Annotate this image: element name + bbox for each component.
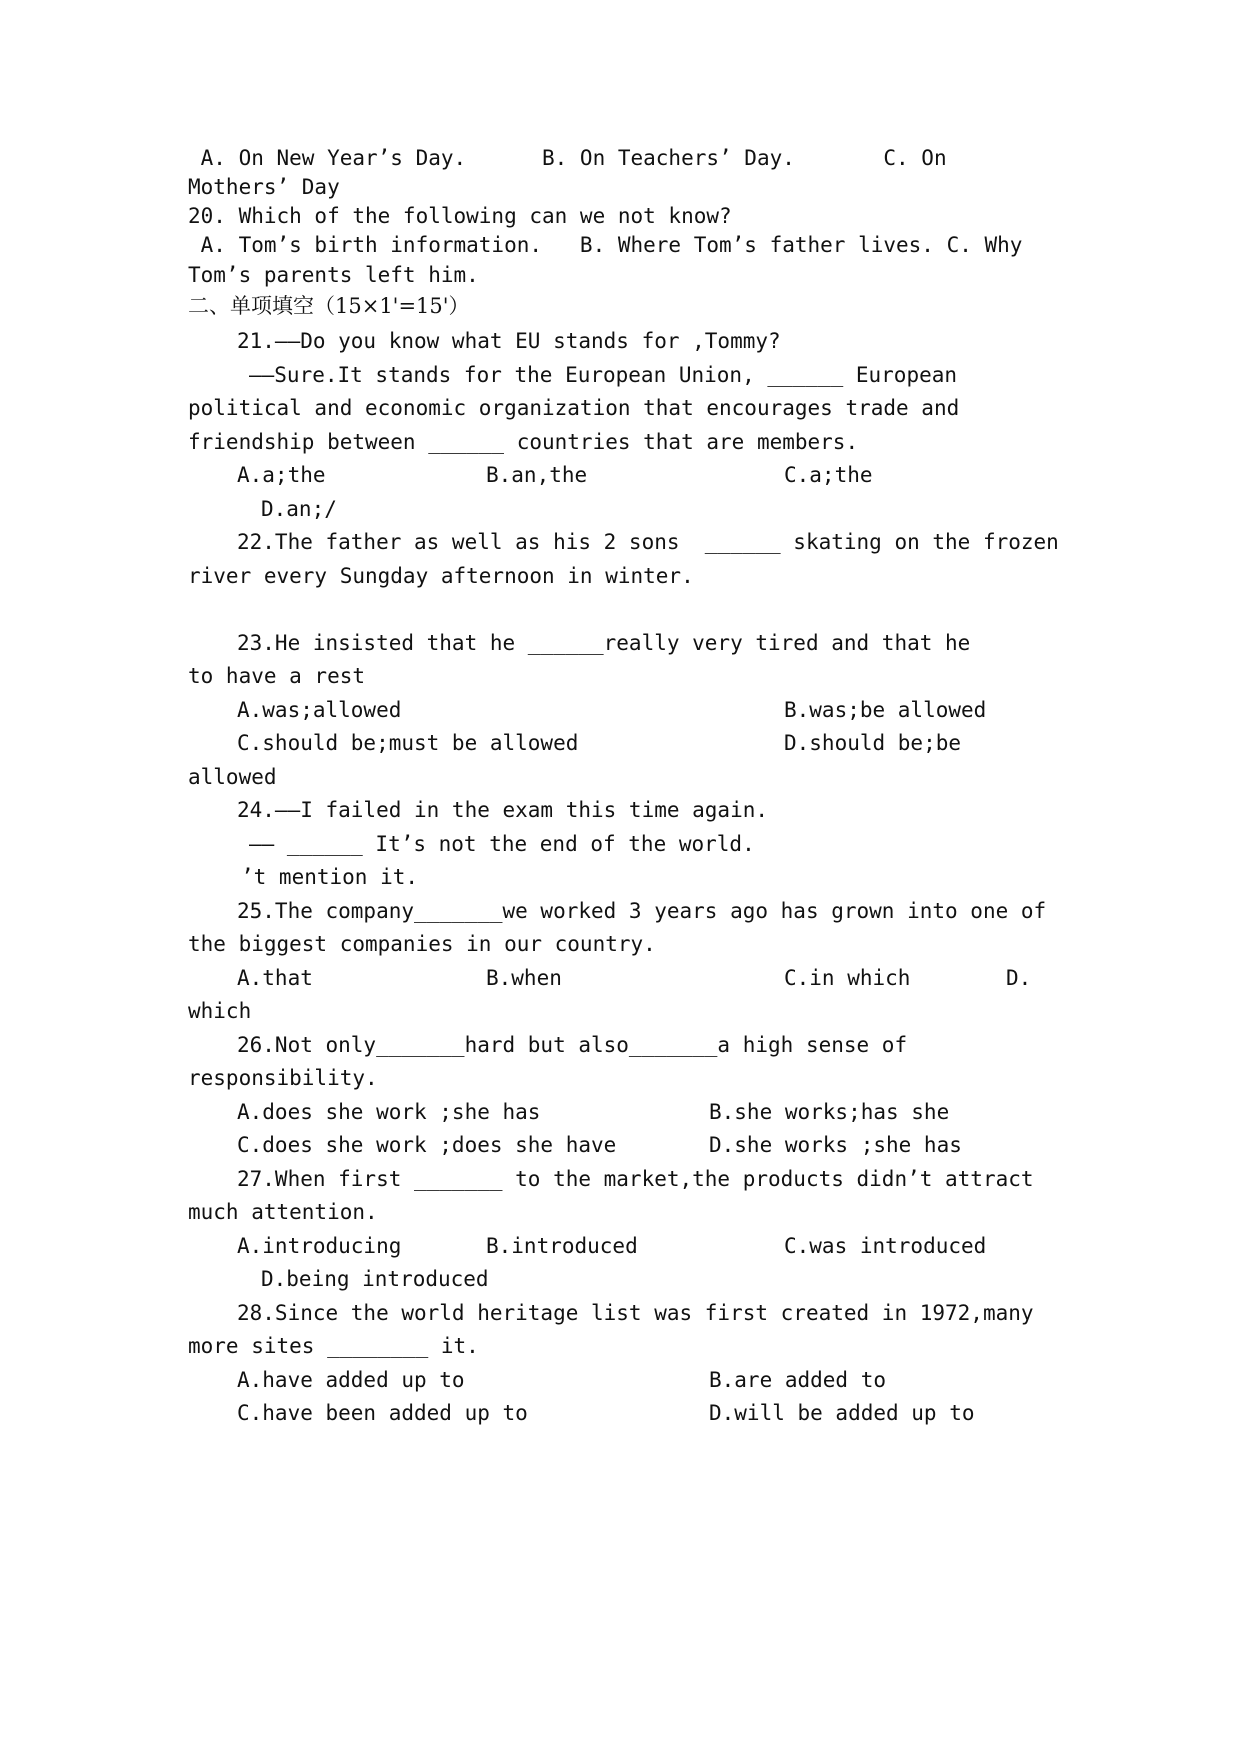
q26-stem-line1: 26.Not only_______hard but also_______a high sense of	[237, 1033, 908, 1057]
q26-option-c: C.does she work ;does she have	[237, 1133, 617, 1157]
q25-option-d-cont: which	[188, 999, 252, 1023]
q21-option-a: A.a;the	[237, 463, 326, 487]
q27-stem-line2: much attention.	[188, 1200, 378, 1224]
q25-stem-line2: the biggest companies in our country.	[188, 932, 656, 956]
q21-option-c: C.a;the	[784, 463, 873, 487]
q21-stem-line1: 21.——Do you know what EU stands for ,Tommy?	[237, 329, 781, 353]
q28-option-d: D.will be added up to	[709, 1401, 975, 1425]
q27-option-c: C.was introduced	[784, 1234, 987, 1258]
q28-stem-line2: more sites ________ it.	[188, 1334, 479, 1358]
q21-option-b: B.an,the	[486, 463, 588, 487]
q24-stem-line2: —— ______ It’s not the end of the world.	[249, 832, 755, 856]
q27-option-a: A.introducing	[237, 1234, 402, 1258]
q26-option-b: B.she works;has she	[709, 1100, 950, 1124]
q23-option-a: A.was;allowed	[237, 698, 402, 722]
q23-stem-line1: 23.He insisted that he ______really very tired and that he	[237, 631, 971, 655]
q27-stem-line1: 27.When first _______ to the market,the products didn’t attract	[237, 1167, 1034, 1191]
section-heading: 二、单项填空（15×1'=15'）	[188, 294, 470, 318]
q20-options-line1: A. Tom’s birth information. B. Where Tom’s father lives. C. Why	[188, 233, 1023, 257]
q19-options-line2: Mothers’ Day	[188, 175, 340, 199]
q23-stem-line2: to have a rest	[188, 664, 366, 688]
q22-stem-line1: 22.The father as well as his 2 sons ______ skating on the frozen	[237, 530, 1059, 554]
q26-option-a: A.does she work ;she has	[237, 1100, 541, 1124]
q28-option-c: C.have been added up to	[237, 1401, 528, 1425]
q26-option-d: D.she works ;she has	[709, 1133, 962, 1157]
q25-option-c: C.in which	[784, 966, 911, 990]
q28-option-b: B.are added to	[709, 1368, 887, 1392]
q21-stem-line2: ——Sure.It stands for the European Union, ______ European	[249, 363, 958, 387]
q25-option-b: B.when	[486, 966, 562, 990]
q27-option-d: D.being introduced	[261, 1267, 489, 1291]
q23-option-b: B.was;be allowed	[784, 698, 987, 722]
q23-option-d-cont: allowed	[188, 765, 277, 789]
q22-stem-line2: river every Sungday afternoon in winter.	[188, 564, 694, 588]
q24-stem-line3: ’t mention it.	[241, 865, 419, 889]
q20-options-line2: Tom’s parents left him.	[188, 263, 479, 287]
q23-option-c: C.should be;must be allowed	[237, 731, 579, 755]
q21-option-d: D.an;/	[261, 497, 337, 521]
q20-stem: 20. Which of the following can we not know?	[188, 204, 732, 228]
q28-stem-line1: 28.Since the world heritage list was first created in 1972,many	[237, 1301, 1034, 1325]
q24-stem-line1: 24.——I failed in the exam this time again.	[237, 798, 769, 822]
q25-option-d: D.	[1006, 966, 1032, 990]
q25-option-a: A.that	[237, 966, 313, 990]
q25-stem-line1: 25.The company_______we worked 3 years ago has grown into one of	[237, 899, 1047, 923]
q21-stem-line3: political and economic organization that encourages trade and	[188, 396, 960, 420]
q27-option-b: B.introduced	[486, 1234, 638, 1258]
q19-options-line1: A. On New Year’s Day. B. On Teachers’ Day. C. On	[188, 146, 947, 170]
q21-stem-line4: friendship between ______ countries that are members.	[188, 430, 859, 454]
q26-stem-line2: responsibility.	[188, 1066, 378, 1090]
q28-option-a: A.have added up to	[237, 1368, 465, 1392]
q23-option-d: D.should be;be	[784, 731, 962, 755]
